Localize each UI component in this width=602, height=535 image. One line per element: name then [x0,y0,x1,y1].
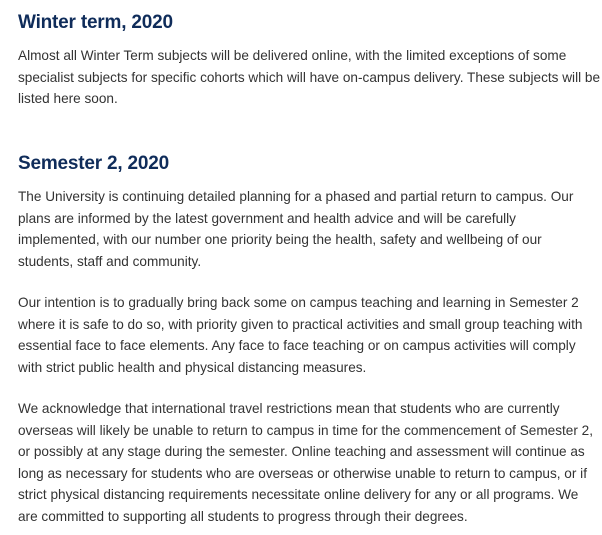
semester-2-paragraph-international: We acknowledge that international travel restrictions mean that students who are currently overseas will likely be unable to return to campus in time for the commencement of Semester 2, or possibly at any stage during the semester. Online teaching and assessment will continue as long as necessary for students who are overseas or otherwise unable to return to campus, or if strict physical distancing requirements necessitate online delivery for any or all programs. We are committed to supporting all students to progress through their degrees. [18,401,593,524]
winter-term-heading: Winter term, 2020 [18,12,173,33]
semester-2-paragraph-planning: The University is continuing detailed planning for a phased and partial return to campus. Our plans are informed by the latest government and health advice and will be carefully implemented, with our number one priority being the health, safety and wellbeing of our students, staff and community. [18,189,574,269]
semester-2-paragraph-intention: Our intention is to gradually bring back some on campus teaching and learning in Semester 2 where it is safe to do so, with priority given to practical activities and small group teaching with essential face to face elements. Any face to face teaching or on campus activities will comply with strict public health and physical distancing measures. [18,295,583,375]
semester-2-heading: Semester 2, 2020 [18,153,170,174]
winter-term-paragraph: Almost all Winter Term subjects will be delivered online, with the limited exceptions of some specialist subjects for specific cohorts which will have on-campus delivery. These subjects will be listed here soon. [18,48,601,106]
